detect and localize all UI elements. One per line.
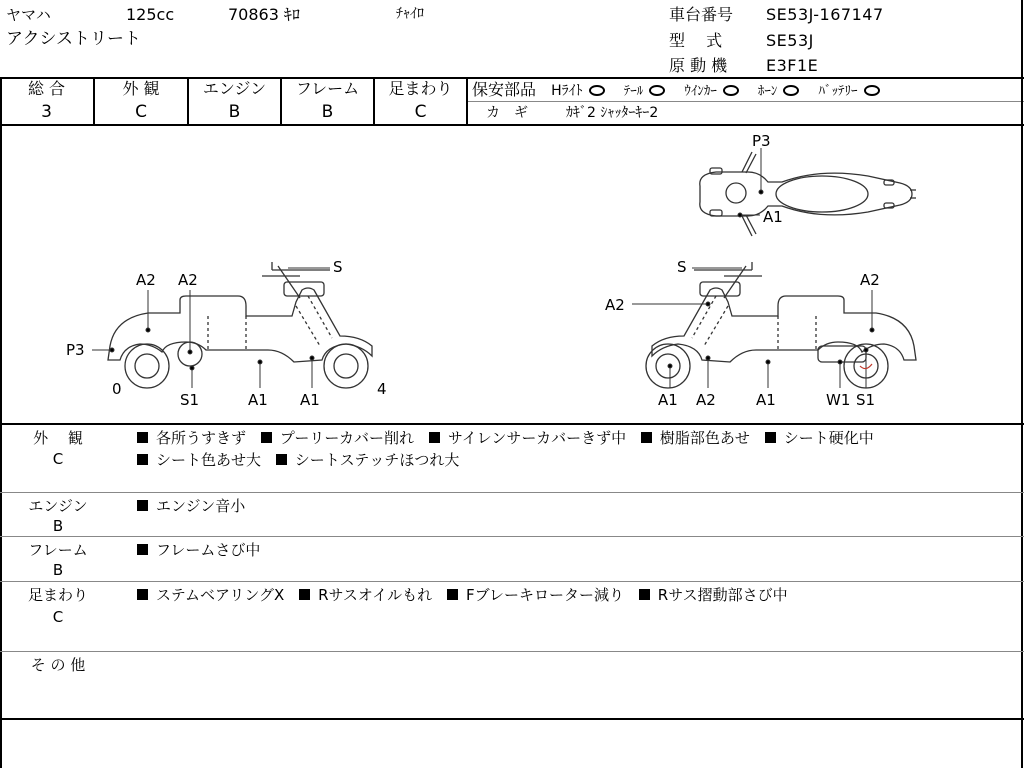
key-label: カ ギ bbox=[486, 105, 528, 121]
damage-label: A2 bbox=[178, 271, 198, 289]
bullet-square-icon bbox=[639, 589, 650, 600]
ok-circle-icon bbox=[649, 85, 665, 96]
damage-label: S bbox=[677, 258, 687, 276]
damage-label: W1 bbox=[826, 391, 851, 409]
grade-exterior-label: 外 観 bbox=[122, 79, 160, 98]
safety-label: 保安部品 bbox=[472, 80, 537, 99]
grade-engine-value: B bbox=[228, 102, 241, 122]
remarks-line bbox=[137, 540, 270, 560]
safety-item-winker: ｳｲﾝｶｰ bbox=[684, 80, 739, 102]
ok-circle-icon bbox=[864, 85, 880, 96]
remarks-line bbox=[137, 428, 874, 448]
damage-label: 4 bbox=[377, 380, 387, 398]
bullet-square-icon bbox=[447, 589, 458, 600]
bullet-square-icon bbox=[137, 454, 148, 465]
bullet-square-icon bbox=[641, 432, 652, 443]
safety-parts bbox=[472, 80, 880, 102]
bullet-square-icon bbox=[261, 432, 272, 443]
divider bbox=[0, 718, 1024, 720]
bullet-square-icon bbox=[137, 432, 148, 443]
safety-item-taillight: ﾃｰﾙ bbox=[624, 80, 666, 102]
frame-no: SE53J-167147 bbox=[766, 5, 884, 24]
maker: ヤマハ bbox=[6, 6, 51, 24]
grade-suspension-label: 足まわり bbox=[388, 79, 453, 98]
top-view-drawing bbox=[700, 152, 916, 236]
remark-item: サイレンサーカバーきず中 bbox=[429, 429, 626, 447]
remarks-line bbox=[137, 450, 469, 470]
damage-label: A1 bbox=[658, 391, 678, 409]
key-value: ｶｷﾞ2 ｼｬｯﾀｰｷｰ2 bbox=[566, 105, 659, 121]
damage-label: A1 bbox=[248, 391, 268, 409]
remark-item: 樹脂部色あせ bbox=[641, 429, 750, 447]
grade-exterior-value: C bbox=[135, 102, 147, 122]
safety-item-headlight: Hﾗｲﾄ bbox=[551, 80, 605, 101]
damage-label: P3 bbox=[66, 341, 85, 359]
remark-item: Rサスオイルもれ bbox=[299, 586, 432, 604]
divider bbox=[0, 492, 1024, 493]
ok-circle-icon bbox=[783, 85, 799, 96]
color: ﾁｬｲﾛ bbox=[396, 6, 424, 22]
remarks-grade: C bbox=[52, 608, 64, 626]
remarks-line bbox=[137, 496, 255, 516]
damage-label: P3 bbox=[752, 132, 771, 150]
mileage: 70863 ｷﾛ bbox=[228, 5, 300, 24]
safety-item-horn: ﾎｰﾝ bbox=[758, 80, 800, 102]
grade-frame-value: B bbox=[321, 102, 334, 122]
divider bbox=[0, 581, 1024, 582]
remark-item: シートステッチほつれ大 bbox=[276, 451, 460, 469]
damage-label: A1 bbox=[300, 391, 320, 409]
remark-item: 各所うすきず bbox=[137, 429, 246, 447]
divider bbox=[1021, 0, 1023, 768]
ok-circle-icon bbox=[723, 85, 739, 96]
damage-label: A2 bbox=[696, 391, 716, 409]
remark-item: エンジン音小 bbox=[137, 497, 245, 515]
remarks-category: そ の 他 bbox=[30, 656, 86, 674]
grade-suspension-value: C bbox=[414, 102, 427, 122]
damage-label: 0 bbox=[112, 380, 122, 398]
damage-label: S bbox=[333, 258, 343, 276]
bullet-square-icon bbox=[429, 432, 440, 443]
type-value: SE53J bbox=[766, 31, 814, 50]
bullet-square-icon bbox=[137, 544, 148, 555]
remarks-category: 外 観 bbox=[33, 429, 83, 447]
remark-item: シート硬化中 bbox=[765, 429, 874, 447]
frame-no-label: 車台番号 bbox=[669, 5, 734, 24]
engine-value: E3F1E bbox=[766, 56, 819, 75]
damage-label: S1 bbox=[180, 391, 200, 409]
model-name: アクシストリート bbox=[6, 29, 141, 49]
bullet-square-icon bbox=[299, 589, 310, 600]
remark-item: Fブレーキローター減り bbox=[447, 586, 624, 604]
damage-label: A1 bbox=[763, 208, 783, 226]
remarks-category: 足まわり bbox=[27, 586, 88, 604]
grade-engine-label: エンジン bbox=[202, 79, 267, 98]
divider bbox=[0, 651, 1024, 652]
ok-circle-icon bbox=[589, 85, 605, 96]
type-label: 型 式 bbox=[669, 31, 723, 50]
remarks-grade: C bbox=[52, 450, 64, 468]
bullet-square-icon bbox=[276, 454, 287, 465]
bullet-square-icon bbox=[137, 500, 148, 511]
grade-frame-label: フレーム bbox=[295, 79, 360, 98]
remarks-category: フレーム bbox=[28, 541, 88, 559]
divider bbox=[466, 77, 468, 125]
damage-label: A1 bbox=[756, 391, 776, 409]
remark-item: シート色あせ大 bbox=[137, 451, 261, 469]
engine-label: 原 動 機 bbox=[669, 56, 728, 75]
grade-overall-value: 3 bbox=[41, 102, 52, 122]
damage-label: A2 bbox=[136, 271, 156, 289]
remark-item: ステムベアリングX bbox=[137, 586, 284, 604]
damage-label: A2 bbox=[605, 296, 625, 314]
divider bbox=[0, 423, 1024, 425]
bullet-square-icon bbox=[137, 589, 148, 600]
remarks-grade: B bbox=[52, 561, 64, 579]
safety-item-battery: ﾊﾞｯﾃﾘｰ bbox=[819, 80, 880, 102]
damage-label: S1 bbox=[856, 391, 876, 409]
remark-item: Rサス摺動部さび中 bbox=[639, 586, 788, 604]
damage-label: A2 bbox=[860, 271, 880, 289]
remarks-grade: B bbox=[52, 517, 64, 535]
remarks-line bbox=[137, 585, 788, 605]
grade-overall-label: 総 合 bbox=[27, 79, 66, 98]
bullet-square-icon bbox=[765, 432, 776, 443]
remark-item: フレームさび中 bbox=[137, 541, 260, 559]
remark-item: プーリーカバー削れ bbox=[261, 429, 414, 447]
remarks-category: エンジン bbox=[28, 497, 88, 515]
displacement: 125cc bbox=[126, 5, 175, 24]
divider bbox=[0, 536, 1024, 537]
